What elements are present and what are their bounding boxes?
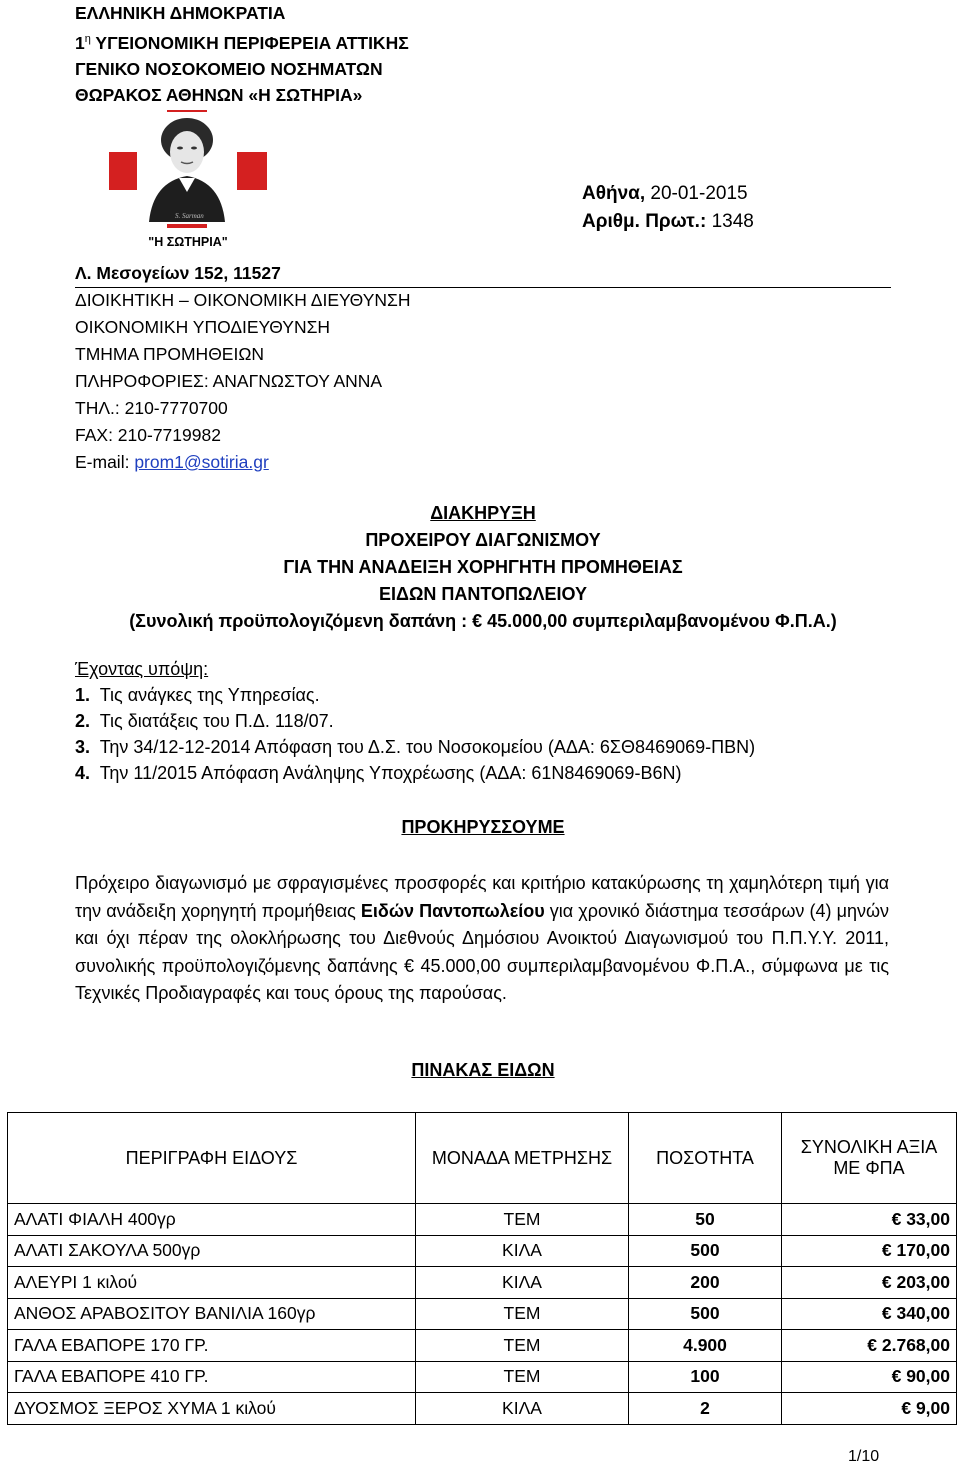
address-email-line: [75, 449, 411, 476]
declaration-line-2: ΠΡΟΧΕΙΡΟΥ ΔΙΑΓΩΝΙΣΜΟΥ: [365, 530, 601, 550]
email-label: E-mail:: [75, 452, 135, 472]
table-row: ΑΛΕΥΡΙ 1 κιλού ΚΙΛΑ 200 € 203,00: [8, 1267, 957, 1299]
declaration-block: [75, 500, 891, 635]
declaration-title: ΔΙΑΚΗΡΥΞΗ: [430, 503, 536, 523]
table-row: ΑΛΑΤΙ ΣΑΚΟΥΛΑ 500γρ ΚΙΛΑ 500 € 170,00: [8, 1235, 957, 1267]
page-number: 1/10: [848, 1448, 880, 1465]
protocol-label: Αριθμ. Πρωτ.:: [582, 211, 712, 232]
address-fax: FAX: 210-7719982: [75, 425, 221, 445]
header-description: ΠΕΡΙΓΡΑΦΗ ΕΙΔΟΥΣ: [8, 1113, 416, 1204]
header-total: ΣΥΝΟΛΙΚΗ ΑΞΙΑ ΜΕ ΦΠΑ: [782, 1113, 957, 1204]
address-tel: ΤΗΛ.: 210-7770700: [75, 398, 228, 418]
declaration-line-3: ΓΙΑ ΤΗΝ ΑΝΑΔΕΙΞΗ ΧΟΡΗΓΗΤΗ ΠΡΟΜΗΘΕΙΑΣ: [283, 557, 683, 577]
date-line: [582, 180, 754, 208]
address-block: [75, 260, 411, 476]
address-dept-2: ΟΙΚΟΝΟΜΙΚΗ ΥΠΟΔΙΕΥΘΥΝΣΗ: [75, 317, 331, 337]
table-row: ΓΑΛΑ ΕΒΑΠΟΡΕ 410 ΓΡ. ΤΕΜ 100 € 90,00: [8, 1361, 957, 1393]
considering-item: 4. Την 11/2015 Απόφαση Ανάληψης Υποχρέωσης (ΑΔΑ: 61Ν8469069-Β6Ν): [75, 763, 682, 783]
table-row: ΓΑΛΑ ΕΒΑΠΟΡΕ 170 ΓΡ. ΤΕΜ 4.900 € 2.768,00: [8, 1330, 957, 1362]
items-table: [7, 1112, 957, 1425]
considering-block: [75, 656, 755, 786]
institution-header: [75, 0, 409, 108]
date-block: [582, 180, 754, 236]
declaration-line-4: ΕΙΔΩΝ ΠΑΝΤΟΠΩΛΕΙΟΥ: [379, 584, 587, 604]
header-line-2-rest: ΥΓΕΙΟΝΟΜΙΚΗ ΠΕΡΙΦΕΡΕΙΑ ΑΤΤΙΚΗΣ: [90, 32, 409, 53]
proclaim-heading: ΠΡΟΚΗΡΥΣΣΟΥΜΕ: [401, 817, 565, 837]
address-dept-1: ΔΙΟΙΚΗΤΙΚΗ – ΟΙΚΟΝΟΜΙΚΗ ΔΙΕΥΘΥΝΣΗ: [75, 290, 411, 310]
header-quantity: ΠΟΣΟΤΗΤΑ: [629, 1113, 782, 1204]
header-line-1: ΕΛΛΗΝΙΚΗ ΔΗΜΟΚΡΑΤΙΑ: [75, 3, 286, 23]
email-link[interactable]: prom1@sotiria.gr: [134, 452, 269, 472]
table-row: ΑΛΑΤΙ ΦΙΑΛΗ 400γρ ΤΕΜ 50 € 33,00: [8, 1204, 957, 1236]
header-line-3: ΓΕΝΙΚΟ ΝΟΣΟΚΟΜΕΙΟ ΝΟΣΗΜΑΤΩΝ: [75, 58, 383, 79]
address-info: ΠΛΗΡΟΦΟΡΙΕΣ: ΑΝΑΓΝΩΣΤΟΥ ΑΝΝΑ: [75, 371, 383, 391]
table-row: ΔΥΟΣΜΟΣ ΞΕΡΟΣ ΧΥΜΑ 1 κιλού ΚΙΛΑ 2 € 9,00: [8, 1393, 957, 1425]
protocol-line: [582, 208, 754, 236]
considering-item: 2. Τις διατάξεις του Π.Δ. 118/07.: [75, 711, 334, 731]
declaration-budget: (Συνολική προϋπολογιζόμενη δαπάνη : € 45.000,00 συμπεριλαμβανομένου Φ.Π.Α.): [129, 611, 837, 631]
logo-signature: S. Sarman: [175, 212, 204, 220]
header-line-2-sup: η: [84, 33, 91, 45]
body-paragraph: Πρόχειρο διαγωνισμό με σφραγισμένες προσφορές και κριτήριο κατακύρωσης τη χαμηλότερη τιμή για την ανάδειξη χορηγητή προμήθειας Ειδών Παντοπωλείου για χρονικό διάστημα τεσσάρων (4) μηνών και όχι πέραν της ολοκλήρωσης του Διεθνούς Δημόσιου Ανοικτού Διαγωνισμού του Π.Π.Υ.Υ. 2011, συνολικής προϋπολογιζόμενης δαπάνης € 45.000,00 συμπεριλαμβανομένου Φ.Π.Α., σύμφωνα με τις Τεχνικές Προδιαγραφές και τους όρους της παρούσας.: [75, 873, 890, 1003]
considering-item: 3. Την 34/12-12-2014 Απόφαση του Δ.Σ. του Νοσοκομείου (ΑΔΑ: 6ΣΘ8469069-ΠΒΝ): [75, 737, 756, 757]
table-title: ΠΙΝΑΚΑΣ ΕΙΔΩΝ: [411, 1060, 555, 1080]
date-label: Αθήνα,: [582, 183, 651, 204]
table-header-row: [8, 1113, 957, 1204]
considering-heading: Έχοντας υπόψη:: [75, 659, 209, 679]
header-unit: ΜΟΝΑΔΑ ΜΕΤΡΗΣΗΣ: [416, 1113, 629, 1204]
date-value: 20-01-2015: [650, 183, 748, 204]
protocol-value: 1348: [711, 211, 754, 232]
header-line-2-num: 1: [75, 32, 85, 53]
address-street: Λ. Μεσογείων 152, 11527: [75, 263, 281, 283]
header-line-4: ΘΩΡΑΚΟΣ ΑΘΗΝΩΝ «Η ΣΩΤΗΡΙΑ»: [75, 84, 363, 105]
table-row: ΑΝΘΟΣ ΑΡΑΒΟΣΙΤΟΥ ΒΑΝΙΛΙΑ 160γρ ΤΕΜ 500 € 340,00: [8, 1298, 957, 1330]
considering-item: 1. Τις ανάγκες της Υπηρεσίας.: [75, 685, 320, 705]
hospital-logo: [109, 110, 267, 252]
paragraph-bold: Ειδών Παντοπωλείου: [360, 900, 545, 921]
logo-caption: "Η ΣΩΤΗΡΙΑ": [148, 235, 228, 249]
address-dept-3: ΤΜΗΜΑ ΠΡΟΜΗΘΕΙΩΝ: [75, 344, 265, 364]
header-line-2: [75, 26, 409, 56]
